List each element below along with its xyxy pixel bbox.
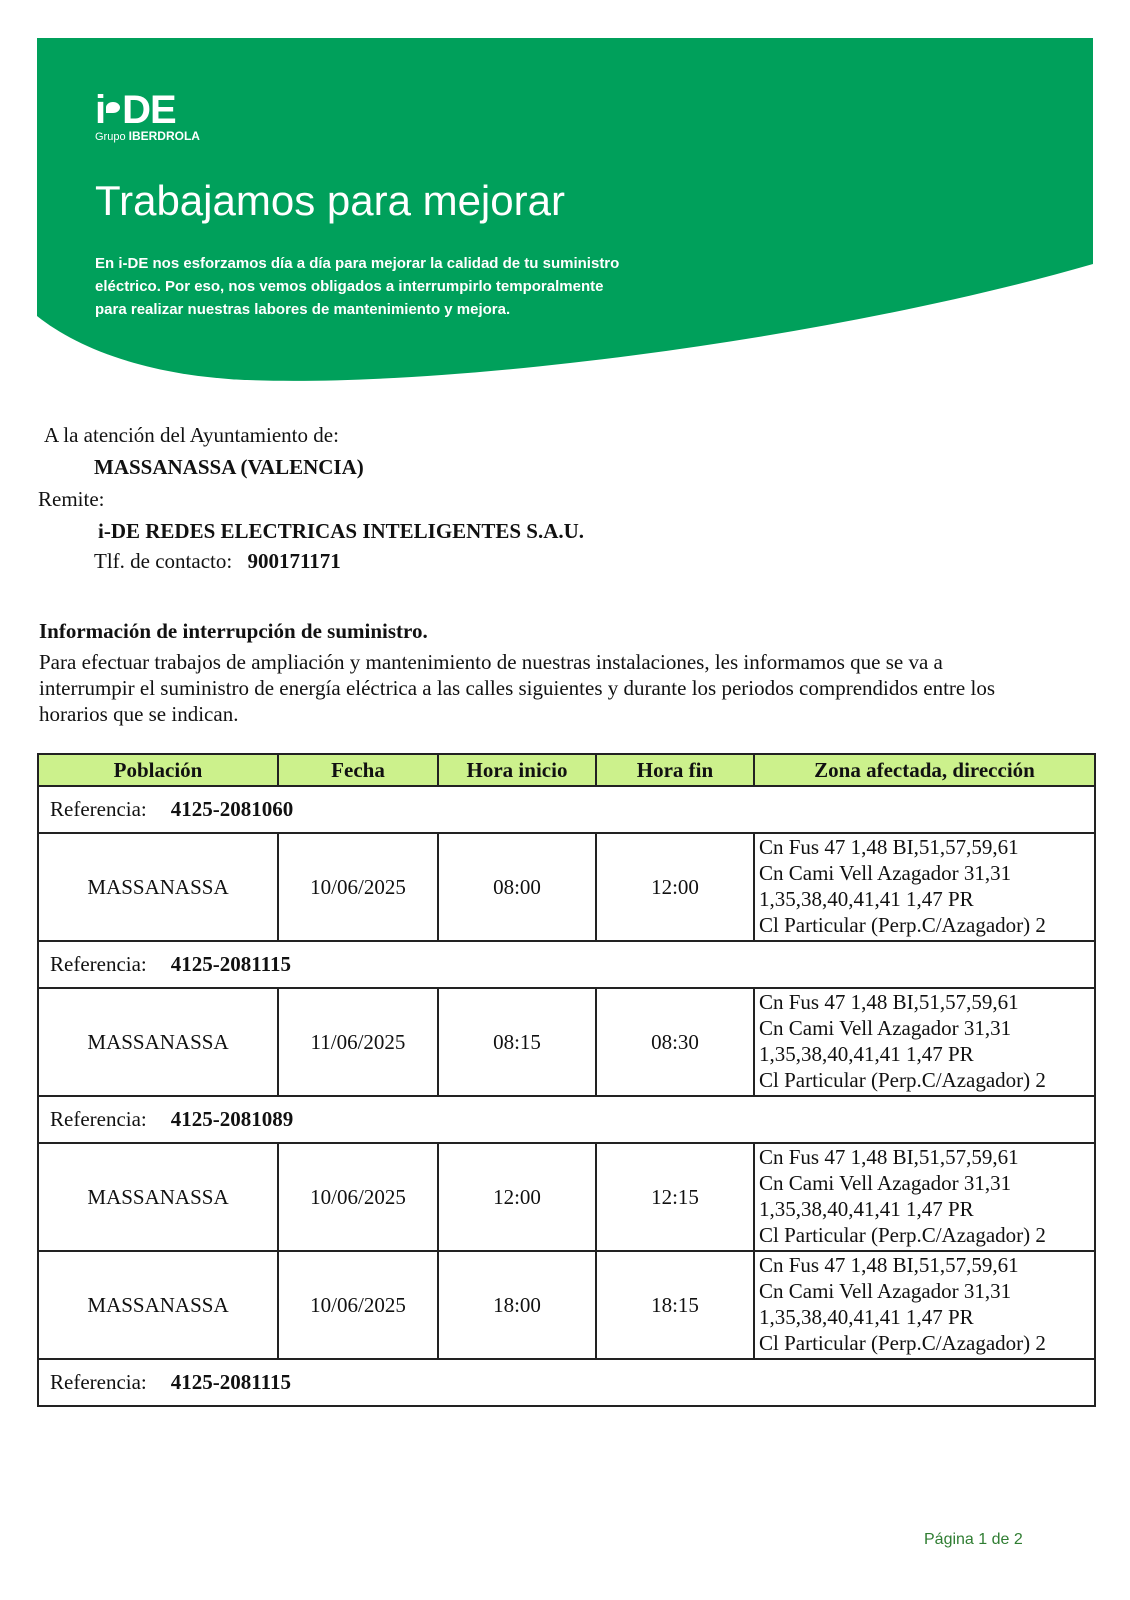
reference-label: Referencia: (50, 1107, 147, 1131)
page-number: Página 1 de 2 (924, 1531, 1023, 1548)
col-header-fecha: Fecha (278, 754, 438, 786)
reference-row (38, 1096, 1095, 1143)
reference-label: Referencia: (50, 952, 147, 976)
col-header-zona: Zona afectada, dirección (754, 754, 1095, 786)
col-header-poblacion: Población (38, 754, 278, 786)
reference-label: Referencia: (50, 797, 147, 821)
col-header-hora-inicio: Hora inicio (438, 754, 596, 786)
phone-label: Tlf. de contacto: (94, 549, 233, 573)
interruption-table (37, 753, 1096, 1407)
cell-hora-fin: 08:30 (596, 988, 754, 1096)
municipality: MASSANASSA (VALENCIA) (94, 455, 364, 479)
cell-hora-fin: 18:15 (596, 1251, 754, 1359)
reference-number: 4125-2081115 (170, 1370, 291, 1394)
banner-text: En i-DE nos esforzamos día a día para mejorar la calidad de tu suministro eléctrico. Por eso, nos vemos obligados a interrumpirlo temporalmente para realizar nuestras labores de mantenimiento y mejora. (95, 255, 620, 318)
banner-title: Trabajamos para mejorar (95, 177, 565, 224)
table-row (38, 988, 1095, 1096)
info-text: Para efectuar trabajos de ampliación y mantenimiento de nuestras instalaciones, les informamos que se va a interrumpir el suministro de energía eléctrica a las calles siguientes y durante los periodos comprendidos entre los horarios que se indican. (39, 650, 995, 726)
cell-poblacion: MASSANASSA (38, 1143, 278, 1251)
cell-poblacion: MASSANASSA (38, 988, 278, 1096)
cell-hora-inicio: 12:00 (438, 1143, 596, 1251)
cell-fecha: 10/06/2025 (278, 833, 438, 941)
cell-hora-inicio: 08:15 (438, 988, 596, 1096)
cell-zona: Cn Fus 47 1,48 BI,51,57,59,61 Cn Cami Vell Azagador 31,31 1,35,38,40,41,41 1,47 PR Cl Particular (Perp.C/Azagador) 2 (754, 833, 1095, 941)
cell-zona: Cn Fus 47 1,48 BI,51,57,59,61 Cn Cami Vell Azagador 31,31 1,35,38,40,41,41 1,47 PR Cl Particular (Perp.C/Azagador) 2 (754, 988, 1095, 1096)
cell-hora-inicio: 08:00 (438, 833, 596, 941)
cell-hora-fin: 12:00 (596, 833, 754, 941)
reference-row (38, 786, 1095, 833)
reference-row (38, 1359, 1095, 1406)
reference-label: Referencia: (50, 1370, 147, 1394)
remite-label: Remite: (38, 487, 105, 511)
info-title: Información de interrupción de suministro. (39, 619, 428, 643)
logo-leaf-icon (106, 102, 120, 113)
table-row (38, 1251, 1095, 1359)
reference-number: 4125-2081089 (170, 1107, 294, 1131)
col-header-hora-fin: Hora fin (596, 754, 754, 786)
cell-hora-fin: 12:15 (596, 1143, 754, 1251)
table-row (38, 1143, 1095, 1251)
cell-poblacion: MASSANASSA (38, 833, 278, 941)
table-header-row (38, 754, 1095, 786)
cell-poblacion: MASSANASSA (38, 1251, 278, 1359)
reference-number: 4125-2081115 (170, 952, 291, 976)
cell-fecha: 11/06/2025 (278, 988, 438, 1096)
ide-logo: i DE Grupo IBERDROLA (95, 88, 200, 143)
header-banner (37, 38, 1093, 398)
cell-zona: Cn Fus 47 1,48 BI,51,57,59,61 Cn Cami Vell Azagador 31,31 1,35,38,40,41,41 1,47 PR Cl Particular (Perp.C/Azagador) 2 (754, 1251, 1095, 1359)
reference-row (38, 941, 1095, 988)
phone-number: 900171171 (247, 549, 341, 573)
phone-line (94, 548, 341, 574)
cell-fecha: 10/06/2025 (278, 1251, 438, 1359)
cell-zona: Cn Fus 47 1,48 BI,51,57,59,61 Cn Cami Vell Azagador 31,31 1,35,38,40,41,41 1,47 PR Cl Particular (Perp.C/Azagador) 2 (754, 1143, 1095, 1251)
sender-name: i-DE REDES ELECTRICAS INTELIGENTES S.A.U. (98, 519, 585, 543)
cell-hora-inicio: 18:00 (438, 1251, 596, 1359)
attention-label: A la atención del Ayuntamiento de: (44, 423, 339, 447)
table-row (38, 833, 1095, 941)
cell-fecha: 10/06/2025 (278, 1143, 438, 1251)
reference-number: 4125-2081060 (170, 797, 294, 821)
